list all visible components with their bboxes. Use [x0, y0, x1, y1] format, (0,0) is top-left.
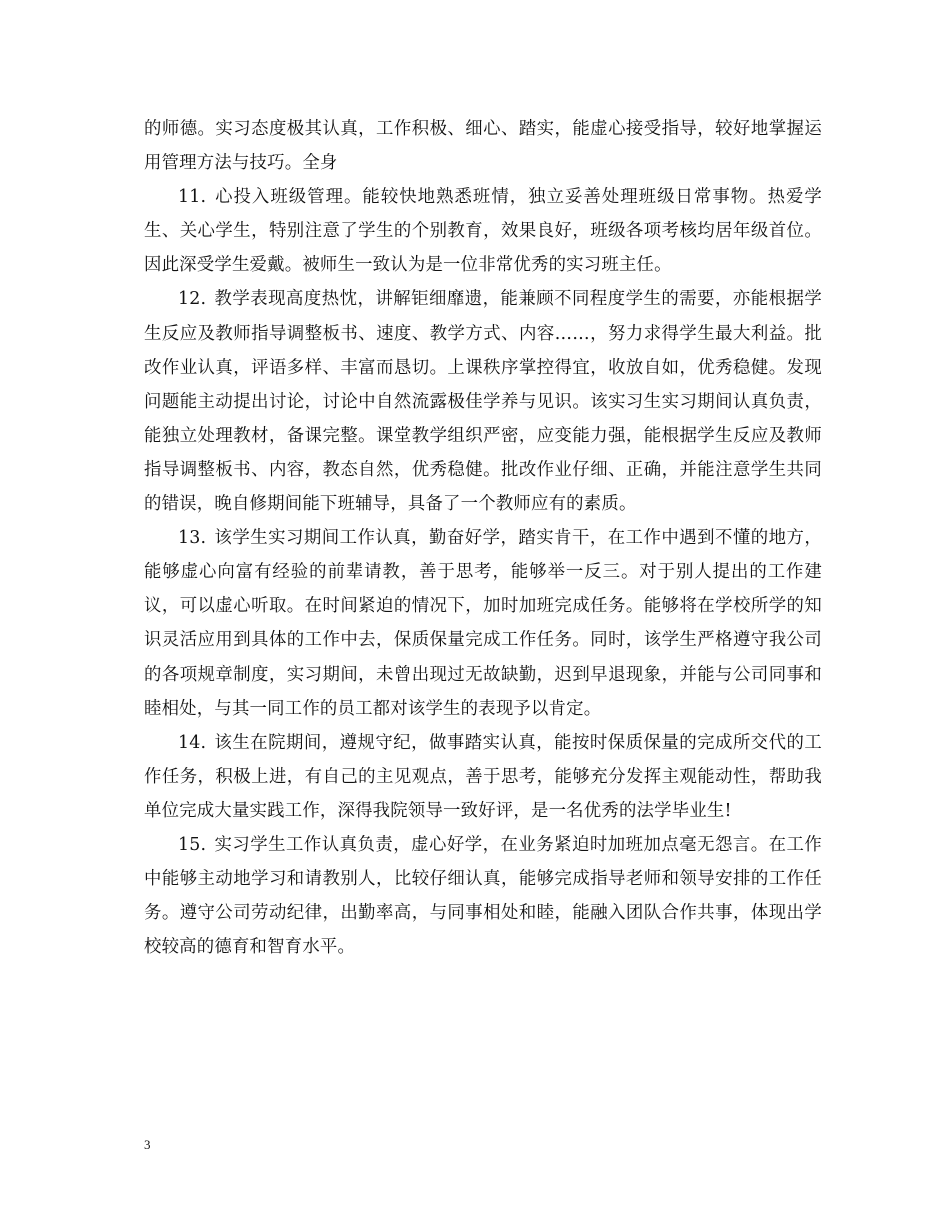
paragraph-14 [144, 726, 822, 828]
paragraph-12 [144, 282, 822, 521]
paragraph-text: 的师德。实习态度极其认真，工作积极、细心、踏实，能虚心接受指导，较好地掌握运用管理方法与技巧。全身 [144, 119, 822, 174]
paragraph-text: 心投入班级管理。能较快地熟悉班情，独立妥善处理班级日常事物。热爱学生、关心学生，特别注意了学生的个别教育，效果良好，班级各项考核均居年级首位。因此深受学生爱戴。被师生一致认为是一位非常优秀的实习班主任。 [144, 187, 822, 276]
paragraph-text: 实习学生工作认真负责，虚心好学，在业务紧迫时加班加点毫无怨言。在工作中能够主动地学习和请教别人，比较仔细认真，能够完成指导老师和领导安排的工作任务。遵守公司劳动纪律，出勤率高，与同事相处和睦，能融入团队合作共事，体现出学校较高的德育和智育水平。 [144, 834, 822, 958]
paragraph-text: 教学表现高度热忱，讲解钜细靡遗，能兼顾不同程度学生的需要，亦能根据学生反应及教师指导调整板书、速度、教学方式、内容……，努力求得学生最大利益。批改作业认真，评语多样、丰富而恳切。上课秩序掌控得宜，收放自如，优秀稳健。发现问题能主动提出讨论，讨论中自然流露极佳学养与见识。该实习生实习期间认真负责，能独立处理教材，备课完整。课堂教学组织严密，应变能力强，能根据学生反应及教师指导调整板书、内容，教态自然，优秀稳健。批改作业仔细、正确，并能注意学生共同的错误，晚自修期间能下班辅导，具备了一个教师应有的素质。 [144, 289, 822, 515]
paragraph-number: 13. [178, 528, 207, 549]
paragraph-11 [144, 180, 822, 282]
page-number: 3 [144, 1137, 151, 1152]
paragraph-number: 15. [178, 834, 207, 855]
paragraph-number: 12. [178, 289, 207, 310]
paragraph-text: 该生在院期间，遵规守纪，做事踏实认真，能按时保质保量的完成所交代的工作任务，积极上进，有自己的主见观点，善于思考，能够充分发挥主观能动性，帮助我单位完成大量实践工作，深得我院领导一致好评，是一名优秀的法学毕业生! [144, 732, 822, 821]
paragraph-number: 11. [178, 187, 207, 208]
paragraph-number: 14. [178, 732, 207, 753]
document-page [144, 112, 822, 964]
paragraph-15 [144, 828, 822, 964]
paragraph-continuation [144, 112, 822, 180]
paragraph-text: 该学生实习期间工作认真，勤奋好学，踏实肯干，在工作中遇到不懂的地方，能够虚心向富有经验的前辈请教，善于思考，能够举一反三。对于别人提出的工作建议，可以虚心听取。在时间紧迫的情况下，加时加班完成任务。能够将在学校所学的知识灵活应用到具体的工作中去，保质保量完成工作任务。同时，该学生严格遵守我公司的各项规章制度，实习期间，未曾出现过无故缺勤，迟到早退现象，并能与公司同事和睦相处，与其一同工作的员工都对该学生的表现予以肯定。 [144, 528, 822, 719]
paragraph-13 [144, 521, 822, 726]
